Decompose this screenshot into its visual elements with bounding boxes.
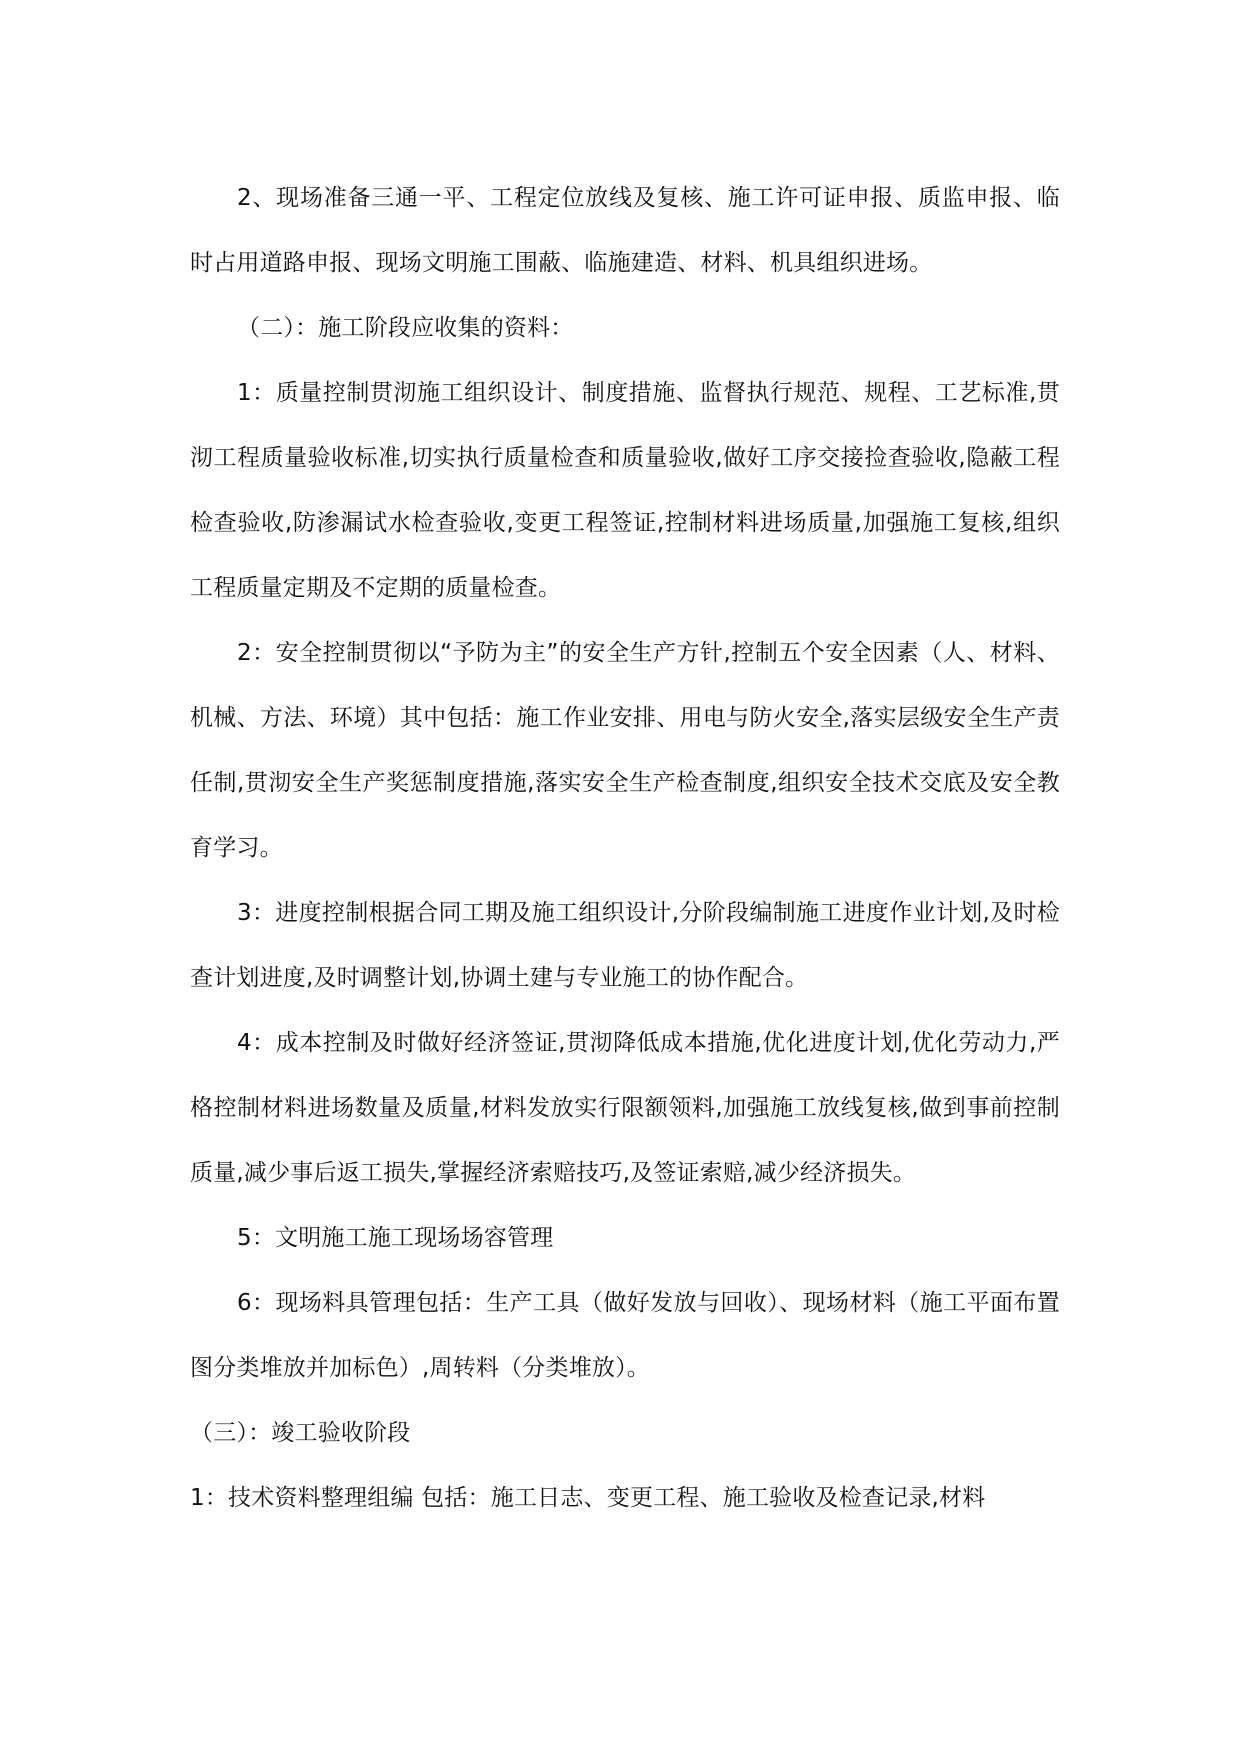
section-heading-construction-stage: （二）：施工阶段应收集的资料： [237, 315, 574, 341]
paragraph-technical-documents: 1：技术资料整理组编 包括：施工日志、变更工程、施工验收及检查记录,材料 [190, 1485, 986, 1511]
section-heading-completion-stage: （三）：竣工验收阶段 [190, 1420, 411, 1446]
paragraph-civilized-construction: 5：文明施工施工现场场容管理 [237, 1225, 554, 1251]
paragraph-site-materials: 6：现场料具管理包括：生产工具（做好发放与回收）、现场材料（施工平面布置图分类堆放并加标色）,周转料（分类堆放）。 [190, 1290, 1060, 1381]
paragraph-safety-control: 2：安全控制贯彻以“予防为主”的安全生产方针,控制五个安全因素（人、材料、机械、方法、环境）其中包括：施工作业安排、用电与防火安全,落实层级安全生产责任制,贯沏安全生产奖惩制度措施,落实安全生产检查制度,组织安全技术交底及安全教育学习。 [190, 640, 1060, 861]
paragraph-schedule-control: 3：进度控制根据合同工期及施工组织设计,分阶段编制施工进度作业计划,及时检查计划进度,及时调整计划,协调土建与专业施工的协作配合。 [190, 900, 1060, 991]
document-body [190, 166, 1060, 1531]
paragraph-cost-control: 4：成本控制及时做好经济签证,贯沏降低成本措施,优化进度计划,优化劳动力,严格控制材料进场数量及质量,材料发放实行限额领料,加强施工放线复核,做到事前控制质量,减少事后返工损失,掌握经济索赔技巧,及签证索赔,减少经济损失。 [190, 1030, 1060, 1186]
paragraph-site-preparation: 2、现场准备三通一平、工程定位放线及复核、施工许可证申报、质监申报、临时占用道路申报、现场文明施工围蔽、临施建造、材料、机具组织进场。 [190, 185, 1060, 276]
paragraph-quality-control: 1：质量控制贯沏施工组织设计、制度措施、监督执行规范、规程、工艺标准,贯沏工程质量验收标准,切实执行质量检查和质量验收,做好工序交接捡查验收,隐蔽工程检查验收,防渗漏试水检查验收,变更工程签证,控制材料进场质量,加强施工复核,组织工程质量定期及不定期的质量检查。 [190, 380, 1060, 601]
